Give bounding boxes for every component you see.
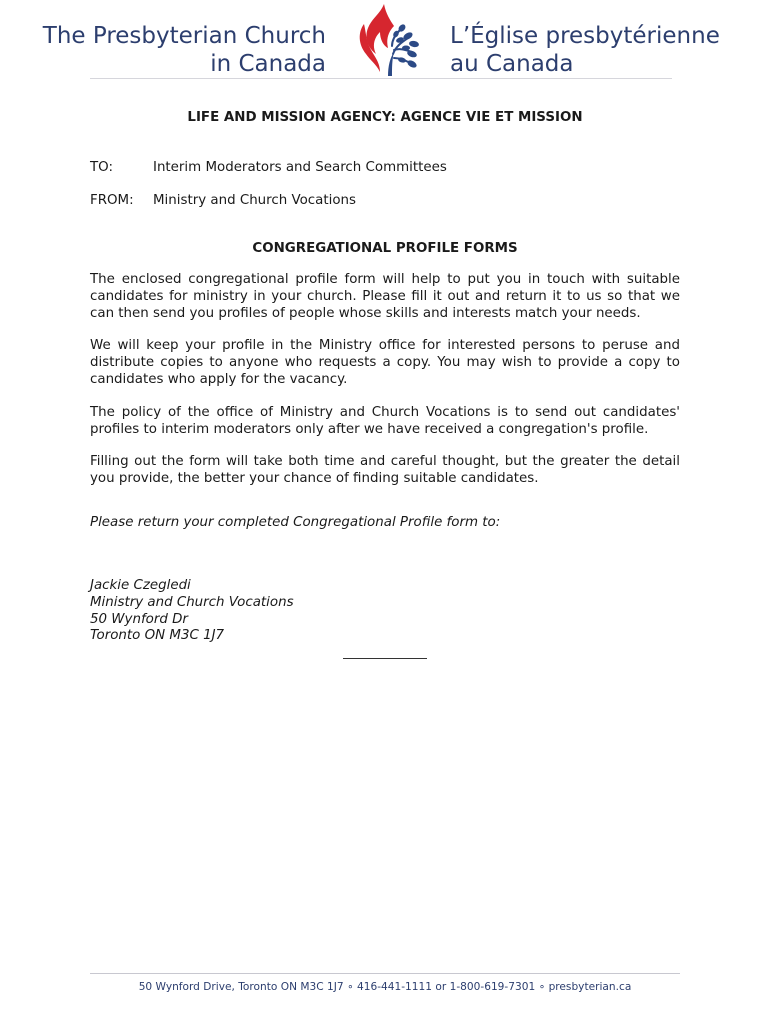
letterhead-divider [90, 78, 672, 79]
section-title: CONGREGATIONAL PROFILE FORMS [252, 241, 518, 256]
burning-bush-icon [350, 2, 422, 78]
letterhead [0, 0, 770, 90]
address-line-office: Ministry and Church Vocations [90, 594, 294, 610]
paragraph-profile-storage: We will keep your profile in the Ministry office for interested persons to peruse and distribute copies to anyone who requests a copy. You may wish to provide a copy to candidates who apply for the vacancy. [90, 338, 680, 387]
letter-body [90, 108, 680, 659]
memo-to-label: TO: [90, 160, 113, 175]
paragraph-intro: The enclosed congregational profile form will help to put you in touch with suitable candidates for ministry in your church. Please fill it out and return it to us so that we can then send you profiles of people whose skills and interests match your needs. [90, 272, 680, 321]
memo-from-row [90, 191, 680, 211]
address-line-city: Toronto ON M3C 1J7 [90, 628, 225, 644]
return-instruction: Please return your completed Congregational Profile form to: [90, 514, 501, 530]
memo-from-value: Ministry and Church Vocations [153, 193, 356, 208]
org-name-french-line-1: L’Église presbytérienne [450, 23, 720, 49]
closing-divider [343, 658, 427, 659]
org-name-french-line-2: au Canada [450, 51, 574, 77]
paragraph-policy: The policy of the office of Ministry and Church Vocations is to send out candidates' profiles to interim moderators only after we have received a congregation's profile. [90, 404, 680, 437]
memo-to-row [90, 158, 680, 178]
org-name-english-line-2: in Canada [210, 51, 326, 77]
address-line-street: 50 Wynford Dr [90, 611, 188, 627]
address-line-name: Jackie Czegledi [90, 577, 191, 593]
agency-heading: LIFE AND MISSION AGENCY: AGENCE VIE ET MISSION [187, 110, 583, 125]
paragraph-effort: Filling out the form will take both time and careful thought, but the greater the detail you provide, the better your chance of finding suitable candidates. [90, 454, 680, 487]
footer-divider [90, 973, 680, 974]
memo-from-label: FROM: [90, 193, 134, 208]
return-address [90, 578, 680, 645]
memo-to-value: Interim Moderators and Search Committees [153, 160, 447, 175]
org-name-english [40, 22, 326, 78]
org-name-english-line-1: The Presbyterian Church [42, 23, 326, 49]
org-name-french [450, 22, 750, 78]
footer-contact: 50 Wynford Drive, Toronto ON M3C 1J7 ∘ 416-441-1111 or 1-800-619-7301 ∘ presbyterian.ca [138, 981, 632, 993]
